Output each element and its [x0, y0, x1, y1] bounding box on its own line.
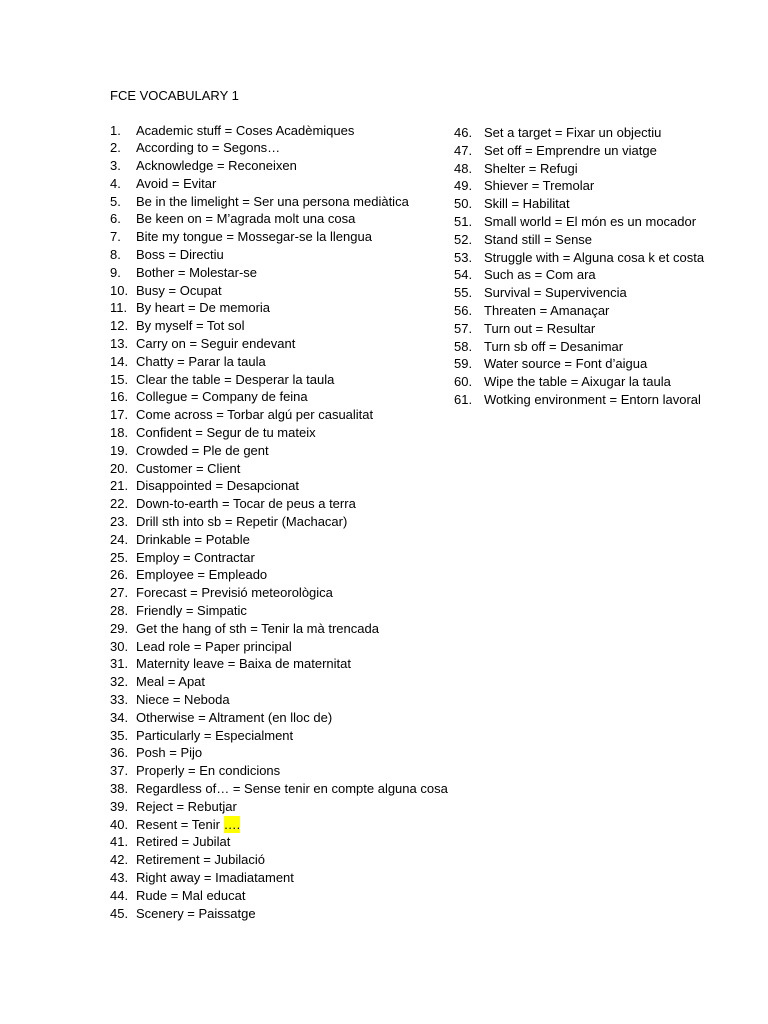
item-number: 33.: [110, 692, 129, 707]
list-item: [110, 424, 448, 442]
item-text: Customer = Client: [136, 460, 241, 476]
list-item: [110, 460, 448, 478]
list-item: [110, 673, 448, 691]
list-item: [110, 246, 448, 264]
item-number: 18.: [110, 425, 129, 441]
item-text: Academic stuff = Coses Acadèmiques: [136, 122, 355, 138]
item-text: Confident = Segur de tu mateix: [136, 425, 316, 441]
list-item: [110, 851, 448, 869]
item-number: 19.: [110, 442, 129, 458]
item-text: Set off = Emprendre un viatge: [484, 142, 657, 158]
item-text: Collegue = Company de feina: [136, 389, 308, 405]
list-item: [110, 299, 448, 317]
item-text: Struggle with = Alguna cosa k et costa: [484, 249, 705, 265]
item-text: Posh = Pijo: [136, 745, 203, 761]
item-number: 16.: [110, 389, 129, 405]
item-text: Otherwise = Altrament (en lloc de): [136, 709, 333, 725]
item-text: By heart = De memoria: [136, 300, 271, 316]
item-number: 20.: [110, 460, 129, 476]
item-number: 34.: [110, 709, 129, 725]
item-number: 4.: [110, 175, 121, 191]
list-item: [110, 691, 448, 709]
list-item: [110, 139, 448, 157]
item-number: 42.: [110, 852, 129, 868]
item-text: Wotking environment = Entorn lavoral: [484, 391, 701, 407]
item-number: 7.: [110, 229, 121, 245]
list-item: [454, 142, 704, 160]
item-number: 5.: [110, 193, 121, 209]
item-text: Particularly = Especialment: [136, 727, 294, 743]
item-text: Niece = Neboda: [136, 692, 230, 707]
list-item: [454, 373, 704, 391]
list-item: [110, 388, 448, 406]
item-text: Right away = Imadiatament: [136, 869, 294, 885]
list-item: [110, 602, 448, 620]
list-item: [110, 833, 448, 851]
item-number: 31.: [110, 656, 129, 672]
item-text: Be keen on = M’agrada molt una cosa: [136, 211, 356, 227]
list-item: [110, 905, 448, 923]
item-text: Carry on = Seguir endevant: [136, 336, 296, 352]
list-item: [454, 391, 704, 409]
vocabulary-list-left: [110, 122, 448, 923]
item-text: Employ = Contractar: [136, 549, 255, 565]
item-text: Retirement = Jubilació: [136, 852, 265, 868]
item-number: 49.: [454, 178, 473, 194]
item-text: Small world = El món es un mocador: [484, 213, 697, 229]
list-item: [110, 549, 448, 567]
item-text: Boss = Directiu: [136, 247, 224, 263]
item-text: Maternity leave = Baixa de maternitat: [136, 656, 351, 672]
list-item: [110, 228, 448, 246]
item-text: By myself = Tot sol: [136, 318, 245, 334]
item-number: 54.: [454, 267, 473, 283]
item-number: 61.: [454, 391, 473, 407]
item-number: 48.: [454, 160, 473, 176]
item-number: 39.: [110, 798, 129, 814]
item-number: 15.: [110, 371, 129, 387]
list-item: [110, 566, 448, 584]
item-number: 60.: [454, 374, 473, 390]
item-number: 23.: [110, 514, 129, 530]
item-number: 21.: [110, 478, 129, 494]
item-number: 14.: [110, 353, 129, 369]
item-number: 27.: [110, 585, 129, 601]
item-number: 37.: [110, 763, 129, 779]
list-item: [110, 798, 448, 816]
item-text: Regardless of… = Sense tenir en compte alguna cosa: [136, 780, 448, 796]
item-number: 22.: [110, 496, 129, 512]
item-text: Bother = Molestar-se: [136, 264, 258, 280]
list-item: [110, 495, 448, 513]
item-text: Stand still = Sense: [484, 231, 593, 247]
item-text: Skill = Habilitat: [484, 196, 570, 212]
highlighted-text: ….: [223, 816, 241, 832]
list-item: [110, 531, 448, 549]
item-text: Shiever = Tremolar: [484, 178, 595, 194]
item-text: Such as = Com ara: [484, 267, 596, 283]
list-item: [110, 157, 448, 175]
item-text: Rude = Mal educat: [136, 887, 246, 903]
item-number: 29.: [110, 620, 129, 636]
item-number: 26.: [110, 567, 129, 583]
item-number: 24.: [110, 531, 129, 547]
item-number: 12.: [110, 318, 129, 334]
item-text: Bite my tongue = Mossegar-se la llengua: [136, 229, 372, 245]
item-number: 57.: [454, 320, 473, 336]
item-text: Scenery = Paissatge: [136, 905, 256, 921]
list-item: [110, 122, 448, 140]
item-number: 36.: [110, 745, 129, 761]
item-number: 3.: [110, 158, 121, 174]
list-item: [110, 371, 448, 389]
list-item: [110, 353, 448, 371]
item-number: 28.: [110, 603, 129, 619]
item-text: Turn sb off = Desanimar: [484, 338, 624, 354]
item-text: Come across = Torbar algú per casualitat: [136, 407, 374, 423]
item-text: According to = Segons…: [136, 140, 281, 156]
item-number: 51.: [454, 213, 473, 229]
item-number: 8.: [110, 247, 121, 263]
list-item: [110, 442, 448, 460]
item-number: 6.: [110, 211, 121, 227]
item-text: Avoid = Evitar: [136, 175, 217, 191]
list-item: [110, 406, 448, 424]
list-item: [454, 124, 704, 142]
item-text: Threaten = Amanaçar: [484, 302, 610, 318]
list-item: [454, 302, 704, 320]
list-item: [110, 638, 448, 656]
item-number: 45.: [110, 905, 129, 921]
item-text: Drinkable = Potable: [136, 531, 250, 547]
item-text: Survival = Supervivencia: [484, 285, 627, 301]
item-text: Meal = Apat: [136, 674, 206, 690]
vocabulary-list-right: [454, 124, 704, 409]
list-item: [110, 780, 448, 798]
list-item: [110, 584, 448, 602]
item-number: 11.: [110, 300, 128, 316]
list-item: [454, 320, 704, 338]
list-item: [110, 620, 448, 638]
list-item: [454, 284, 704, 302]
item-number: 50.: [454, 196, 473, 212]
list-item: [110, 869, 448, 887]
list-item: [110, 477, 448, 495]
item-number: 59.: [454, 356, 473, 372]
item-number: 1.: [110, 122, 121, 138]
item-number: 38.: [110, 780, 129, 796]
list-item: [454, 195, 704, 213]
item-text: Be in the limelight = Ser una persona mediàtica: [136, 193, 409, 209]
list-item: [454, 355, 704, 373]
item-text: Properly = En condicions: [136, 763, 281, 779]
item-text: Resent = Tenir: [136, 816, 224, 832]
list-item: [110, 727, 448, 745]
item-number: 46.: [454, 125, 473, 140]
item-text: Down-to-earth = Tocar de peus a terra: [136, 496, 356, 512]
item-text: Lead role = Paper principal: [136, 638, 292, 654]
list-item: [110, 887, 448, 905]
item-number: 41.: [110, 834, 129, 850]
list-item: [110, 282, 448, 300]
item-text: Retired = Jubilat: [136, 834, 231, 850]
item-text: Shelter = Refugi: [484, 160, 578, 176]
list-item: [454, 231, 704, 249]
item-number: 30.: [110, 638, 129, 654]
item-text: Disappointed = Desapcionat: [136, 478, 299, 494]
item-number: 9.: [110, 264, 121, 280]
item-number: 56.: [454, 302, 473, 318]
item-text: Employee = Empleado: [136, 567, 268, 583]
item-text: Reject = Rebutjar: [136, 798, 237, 814]
list-item: [454, 160, 704, 178]
page-title: FCE VOCABULARY 1: [110, 88, 239, 103]
item-text: Get the hang of sth = Tenir la mà trencada: [136, 620, 379, 636]
item-text: Set a target = Fixar un objectiu: [484, 125, 662, 140]
item-text: Chatty = Parar la taula: [136, 353, 266, 369]
item-text: Water source = Font d’aigua: [484, 356, 648, 372]
list-item: [454, 249, 704, 267]
list-item: [110, 317, 448, 335]
list-item: [110, 744, 448, 762]
item-number: 40.: [110, 816, 129, 832]
item-number: 55.: [454, 285, 473, 301]
item-number: 43.: [110, 869, 129, 885]
item-text: Crowded = Ple de gent: [136, 442, 269, 458]
list-item: [110, 513, 448, 531]
item-number: 47.: [454, 142, 473, 158]
list-item: [110, 335, 448, 353]
item-number: 44.: [110, 887, 129, 903]
list-item: [110, 655, 448, 673]
item-text: Friendly = Simpatic: [136, 603, 247, 619]
list-item: [110, 210, 448, 228]
list-item: [110, 193, 448, 211]
list-item: [454, 177, 704, 195]
item-number: 2.: [110, 140, 121, 156]
item-number: 10.: [110, 282, 129, 298]
list-item: [110, 175, 448, 193]
item-number: 25.: [110, 549, 129, 565]
item-text: Forecast = Previsió meteorològica: [136, 585, 333, 601]
list-item: [454, 266, 704, 284]
list-item: [110, 816, 448, 834]
item-text: Wipe the table = Aixugar la taula: [484, 374, 671, 390]
list-item: [110, 709, 448, 727]
item-number: 52.: [454, 231, 473, 247]
item-text: Busy = Ocupat: [136, 282, 222, 298]
item-number: 17.: [110, 407, 129, 423]
item-text: Drill sth into sb = Repetir (Machacar): [136, 514, 348, 530]
item-number: 13.: [110, 336, 129, 352]
item-number: 53.: [454, 249, 473, 265]
item-number: 32.: [110, 674, 129, 690]
item-number: 35.: [110, 727, 129, 743]
list-item: [110, 762, 448, 780]
item-text: Turn out = Resultar: [484, 320, 596, 336]
item-text: Clear the table = Desperar la taula: [136, 371, 335, 387]
list-item: [454, 213, 704, 231]
list-item: [110, 264, 448, 282]
list-item: [454, 338, 704, 356]
item-text: Acknowledge = Reconeixen: [136, 158, 297, 174]
item-number: 58.: [454, 338, 473, 354]
